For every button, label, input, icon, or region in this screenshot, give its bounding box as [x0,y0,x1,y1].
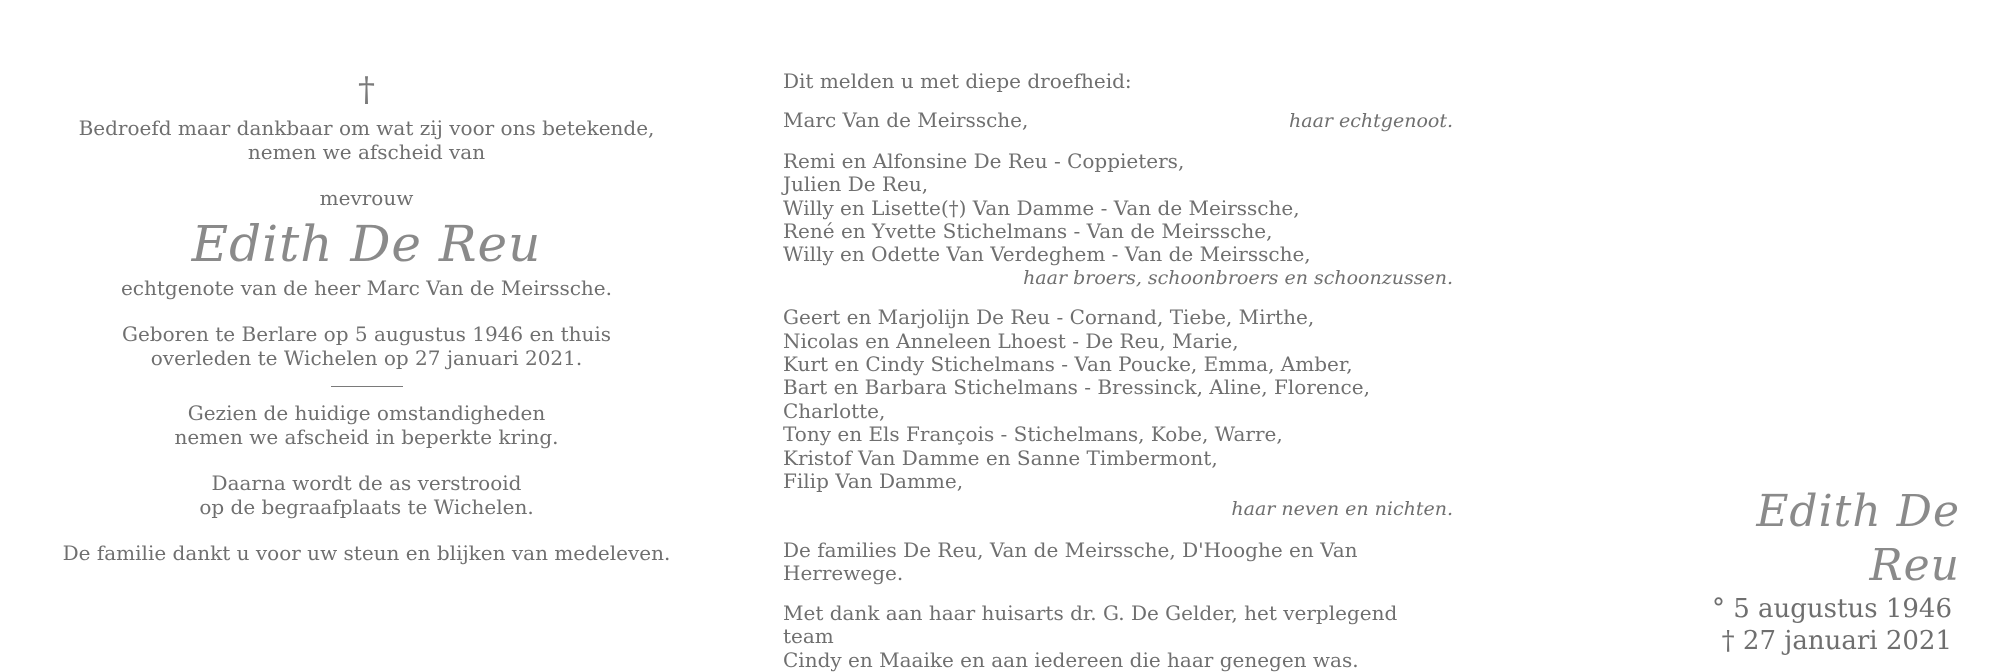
nephews-list [783,306,1453,521]
family-column [783,70,1453,672]
husband-row [783,109,1453,133]
family-heading: Dit melden u met diepe droefheid: [783,69,1132,93]
nephews-role: haar neven en nichten. [1231,497,1453,520]
list-item: René en Yvette Stichelmans - Van de Meirssche, [783,219,1273,244]
families-line: De families De Reu, Van de Meirssche, D'Hooghe en Van Herrewege. [783,537,1358,586]
doctor-line-1: Met dank aan haar huisarts dr. G. De Gelder, het verplegend team [783,600,1398,649]
memorial-card [1660,485,1960,657]
ashes-line-2: op de begraafplaats te Wichelen. [199,495,534,519]
doctor-line-2: Cindy en Maaike en aan iedereen die haar genegen was. [783,647,1359,672]
deceased-name: Edith De Reu [191,215,542,273]
list-item: Kristof Van Damme en Sanne Timbermont, [783,445,1218,470]
list-item: Bart en Barbara Stichelmans - Bressinck, Aline, Florence, Charlotte, [783,375,1370,423]
ashes-line-1: Daarna wordt de as verstrooid [211,471,522,495]
intro-line-2: nemen we afscheid van [247,140,486,164]
list-item: Nicolas en Anneleen Lhoest - De Reu, Marie, [783,328,1239,353]
card-born: ° 5 augustus 1946 [1711,594,1952,624]
title-mevrouw: mevrouw [319,186,414,210]
doctor-thanks [783,602,1453,672]
thanks-line: De familie dankt u voor uw steun en blijken van medeleven. [62,541,671,565]
born-line-1: Geboren te Berlare op 5 augustus 1946 en thuis [121,322,612,346]
born-line-2: overleden te Wichelen op 27 januari 2021. [150,346,583,370]
list-item: Remi en Alfonsine De Reu - Coppieters, [783,148,1185,173]
cross-icon: † [358,70,375,110]
card-died: † 27 januari 2021 [1721,626,1952,656]
spouse-line: echtgenote van de heer Marc Van de Meirssche. [120,276,613,300]
list-item: Geert en Marjolijn De Reu - Cornand, Tiebe, Mirthe, [783,305,1315,330]
circumstances-line-1: Gezien de huidige omstandigheden [187,401,546,425]
list-item: Willy en Lisette(†) Van Damme - Van de Meirssche, [783,195,1300,220]
list-item: Tony en Els François - Stichelmans, Kobe, Warre, [783,422,1283,447]
list-item: Willy en Odette Van Verdeghem - Van de Meirssche, [783,242,1311,267]
card-name: Edith De Reu [1756,486,1960,591]
list-item: Julien De Reu, [783,172,929,197]
list-item: Kurt en Cindy Stichelmans - Van Poucke, Emma, Amber, [783,352,1353,377]
intro-line-1: Bedroefd maar dankbaar om wat zij voor ons betekende, [78,116,655,140]
siblings-list [783,150,1453,290]
announcement-column [60,70,673,565]
circumstances-line-2: nemen we afscheid in beperkte kring. [174,425,559,449]
husband-name: Marc Van de Meirssche, [783,108,1029,133]
siblings-role: haar broers, schoonbroers en schoonzussen. [1023,266,1453,289]
husband-role: haar echtgenoot. [1289,110,1453,133]
divider [331,386,403,387]
list-item: Filip Van Damme, [783,469,964,494]
